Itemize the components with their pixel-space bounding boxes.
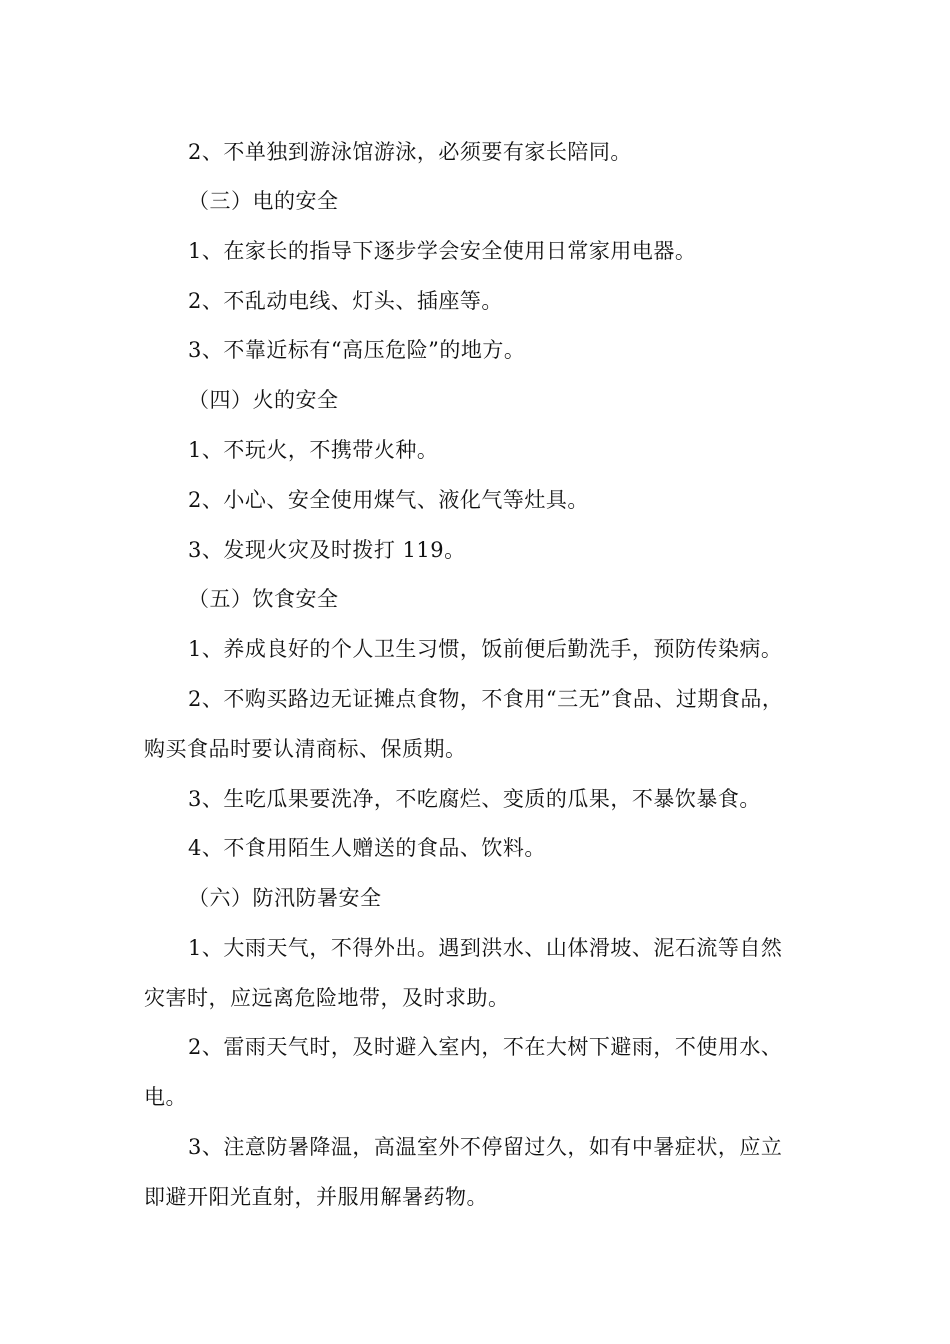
paragraph-line: 1、在家长的指导下逐步学会安全使用日常家用电器。 (188, 239, 697, 263)
paragraph-line: 1、不玩火，不携带火种。 (188, 438, 439, 462)
paragraph-line: 3、注意防暑降温，高温室外不停留过久，如有中暑症状，应立 (188, 1135, 783, 1159)
paragraph-line: 2、不单独到游泳馆游泳，必须要有家长陪同。 (188, 140, 632, 164)
paragraph-line: 1、大雨天气，不得外出。遇到洪水、山体滑坡、泥石流等自然 (188, 936, 783, 960)
paragraph-line: 4、不食用陌生人赠送的食品、饮料。 (188, 836, 546, 860)
paragraph-line: 2、不乱动电线、灯头、插座等。 (188, 289, 503, 313)
paragraph-line: 2、不购买路边无证摊点食物，不食用“三无”食品、过期食品， (188, 687, 784, 711)
paragraph-line: 2、雷雨天气时，及时避入室内，不在大树下避雨，不使用水、 (188, 1035, 783, 1059)
paragraph-line: 即避开阳光直射，并服用解暑药物。 (144, 1185, 488, 1209)
paragraph-line: 电。 (144, 1085, 187, 1109)
paragraph-line: 2、小心、安全使用煤气、液化气等灶具。 (188, 488, 589, 512)
paragraph-line: 购买食品时要认清商标、保质期。 (144, 737, 467, 761)
paragraph-line: 1、养成良好的个人卫生习惯，饭前便后勤洗手，预防传染病。 (188, 637, 783, 661)
section-heading: （四）火的安全 (188, 388, 339, 412)
section-heading: （五）饮食安全 (188, 587, 339, 611)
section-heading: （六）防汛防暑安全 (188, 886, 382, 910)
paragraph-line: 灾害时，应远离危险地带，及时求助。 (144, 986, 510, 1010)
paragraph-line: 3、不靠近标有“高压危险”的地方。 (188, 338, 526, 362)
paragraph-line: 3、生吃瓜果要洗净，不吃腐烂、变质的瓜果，不暴饮暴食。 (188, 787, 761, 811)
section-heading: （三）电的安全 (188, 189, 339, 213)
paragraph-line: 3、发现火灾及时拨打 119。 (188, 538, 466, 562)
